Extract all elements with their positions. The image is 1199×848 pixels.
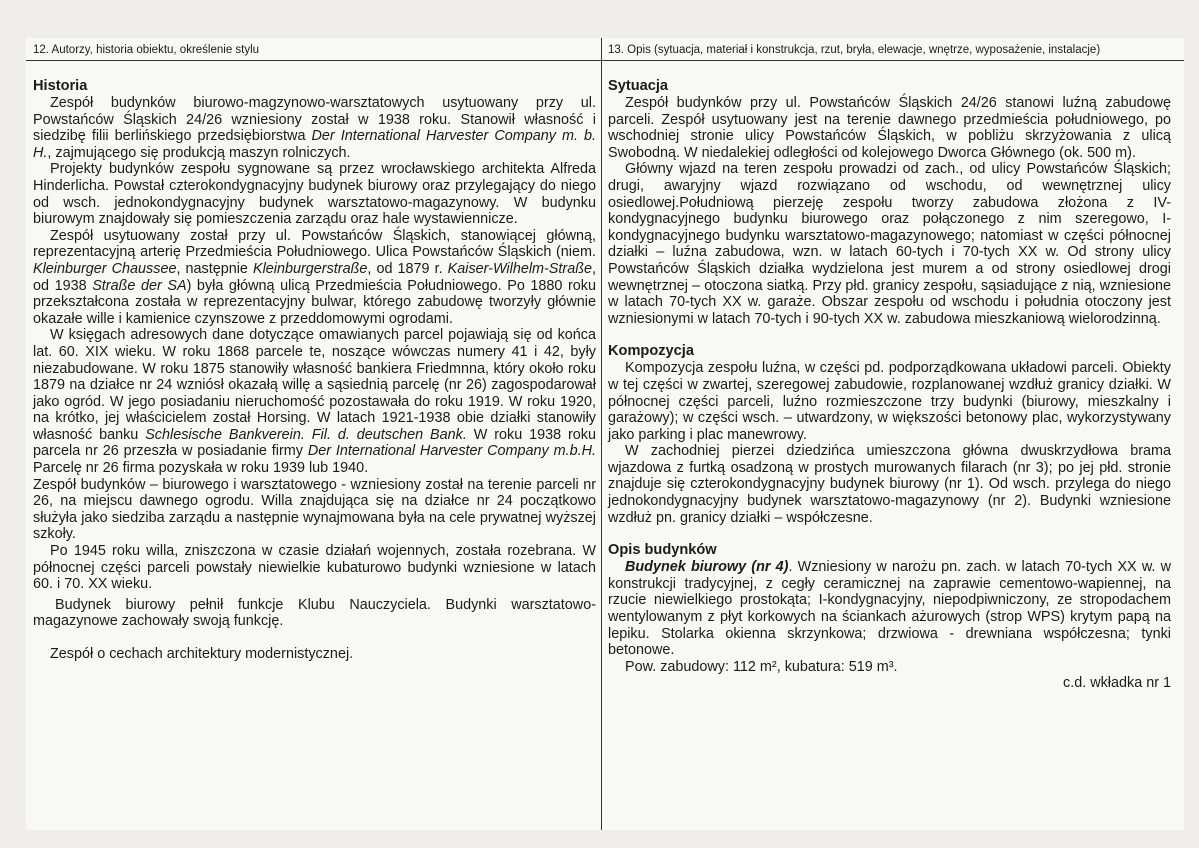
situation-paragraph-2: Główny wjazd na teren zespołu prowadzi od zach., od ulicy Powstańców Śląskich; drugi, awaryjny wjazd rozwiązano od wschodu, od wewnętrznej ulicy osiedlowej.Południową pierzeję zespołu tworzy zabudowa złożona z IV-kondygnacyjnego budynku biurowego oraz połączonego z nim szeregowo, I-kondygnacyjnego budynku warsztatowo-magazynowego; natomiast w części północnej działki – luźna zabudowa, wzn. w latach 60-tych i 70-tych XX w. Od strony ulicy Powstańców Śląskich działka wydzielona jest murem a od strony osiedlowej drogi wewnętrznej – otoczona siatką. Przy płd. granicy zespołu, sąsiadujące z nią, wzniesione w latach 70-tych XX w. garaże. Obszar zespołu od wschodu i południa otoczony jest wzniesionymi w latach 70-tych i 90-tych XX w. zabudowa mieszkaniową wielorodzinną. [608,161,1171,327]
composition-paragraph-1: Kompozycja zespołu luźna, w części pd. podporządkowana układowi parceli. Obiekty w tej części w zwartej, szeregowej zabudowie, rozplanowanej wzdłuż granicy działki. W północnej części parceli, luźno rozmieszczone trzy budynki (biurowy, mieszkalny i garażowy); w części wsch. – utwardzony, w większości betonowy plac, wykorzystywany jako parking i plac manewrowy. [608,360,1171,443]
situation-heading: Sytuacja [608,78,669,94]
description-column [608,78,1171,692]
column-divider [601,38,602,830]
section-12-header: 12. Autorzy, historia obiektu, określenie stylu [33,44,260,56]
company-name: Der International Harvester Company m. b. H. [33,128,596,161]
situation-paragraph-1: Zespół budynków przy ul. Powstańców Śląskich 24/26 stanowi luźną zabudowę parceli. Zespół usytuowany jest na terenie dawnego przedmieścia południowego, po wschodniej stronie ulicy Powstańców Śląskich, w pobliżu skrzyżowania z ulicą Swobodną. W niedalekiej odległości od kolejowego Dworca Głównego (ok. 500 m). [608,95,1171,161]
history-paragraph-4: W księgach adresowych dane dotyczące omawianych parcel pojawiają się od końca lat. 60. XIX wieku. W roku 1868 parcele te, noszące wówczas numery 41 i 42, były niezabudowane. W roku 1875 stanowiły własność bankiera Friedmnna, który około roku 1879 na działce nr 24 wzniósł okazałą willę a sąsiednią parcelę (nr 26) zagospodarował jako ogród. W jego posiadaniu nieruchomość pozostawała do roku 1919. W roku 1920, na krótko, jej właścicielem został Horsing. W latach 1921-1938 obie działki stanowiły własność banku Schlesische Bankverein. Fil. d. deutschen Bank. W roku 1938 roku parcela nr 26 przeszła w posiadanie firmy Der International Harvester Company m.b.H. Parcelę nr 26 firma pozyskała w roku 1939 lub 1940. [33,327,597,477]
buildings-heading: Opis budynków [608,542,717,559]
history-paragraph-1: Zespół budynków biurowo-magzynowo-warsztatowych usytuowany przy ul. Powstańców Śląskich 24/26 wzniesiony został w 1938 roku. Stanowił własność i siedzibę filii berlińskiego przedsiębiorstwa Der International Harvester Company m. b. H., zajmującego się produkcją maszyn rolniczych. [33,95,596,161]
section-13-header: 13. Opis (sytuacja, materiał i konstrukcja, rzut, bryła, elewacje, wnętrze, wyposażenie, instalacje) [608,44,1101,56]
history-paragraph-7: Budynek biurowy pełnił funkcje Klubu Nauczyciela. Budynki warsztatowo-magazynowe zachowały swoją funkcję. [33,596,596,630]
history-heading: Historia [33,78,88,94]
building-area: Pow. zabudowy: 112 m², kubatura: 519 m³. [625,658,898,675]
history-paragraph-2: Projekty budynków zespołu sygnowane są przez wrocławskiego architekta Alfreda Hinderlicha. Powstał czterokondygnacyjny budynek biurowy oraz przylegający do niego od wsch. jednokondygnacyjny budynek warsztatowo-magazynowy. W budynku biurowym znajdowały się pomieszczenia zarządu oraz hale wystawiennicze. [33,161,596,228]
building-description: Budynek biurowy (nr 4). Wzniesiony w narożu pn. zach. w latach 70-tych XX w. w konstrukcji tradycyjnej, z cegły ceramicznej na zaprawie cementowo-wapiennej, na rzucie niewielkiego prostokąta; I-kondygnacyjny, niepodpiwniczony, ze stropodachem wentylowanym z płyt korkowych na ściankach ażurowych (strop WPS) krytym papą na lepiku. Stolarka okienna skrzynkowa; drzwiowa - drewniana współczesna; tynki betonowe. [608,559,1171,659]
continuation-note: c.d. wkładka nr 1 [1063,675,1171,692]
history-column [33,78,596,663]
building-subheading: Budynek biurowy (nr 4) [625,559,789,576]
history-paragraph-5: Zespół budynków – biurowego i warsztatowego - wzniesiony został na terenie parceli nr 26, na miejscu dawnego ogrodu. Willa znajdująca się na działce nr 24 początkowo służyła jako siedziba zarządu a następnie wynajmowana była na cele prywatnej wyższej szkoły. [33,476,596,543]
composition-paragraph-2: W zachodniej pierzei dziedzińca umieszczona główna dwuskrzydłowa brama wjazdowa z furtką osadzoną w prostych murowanych filarach (nr 3); po jej płd. stronie znajduje się czterokondygnacyjny budynek biurowy (nr 1). Od wsch. przylega do niego jednokondygnacyjny budynek warsztatowo-magazynowy (nr 2). Budynki wzniesione wzdłuż pn. granicy działki – współczesne. [608,443,1171,526]
history-paragraph-6: Po 1945 roku willa, zniszczona w czasie działań wojennych, została rozebrana. W północnej części parceli powstały niewielkie kubaturowo budynki wzniesione w latach 60. i 70. XX wieku. [33,543,596,593]
composition-heading: Kompozycja [608,343,694,360]
history-paragraph-3: Zespół usytuowany został przy ul. Powstańców Śląskich, stanowiącej główną, reprezentacyjną arterię Przedmieścia Południowego. Ulica Powstańców Śląskich (niem. Kleinburger Chaussee, następnie Kleinburgerstraße, od 1879 r. Kaiser-Wilhelm-Straße, od 1938 Straße der SA) była główną ulicą Przedmieścia Południowego. Po 1880 roku przekształcona została w reprezentacyjny bulwar, którego zabudowę tworzyły głównie okazałe wille i kamienice czynszowe z przeddomowymi ogrodami. [33,227,596,327]
style-statement: Zespół o cechach architektury modernistycznej. [50,646,354,662]
header-divider [26,60,1184,61]
